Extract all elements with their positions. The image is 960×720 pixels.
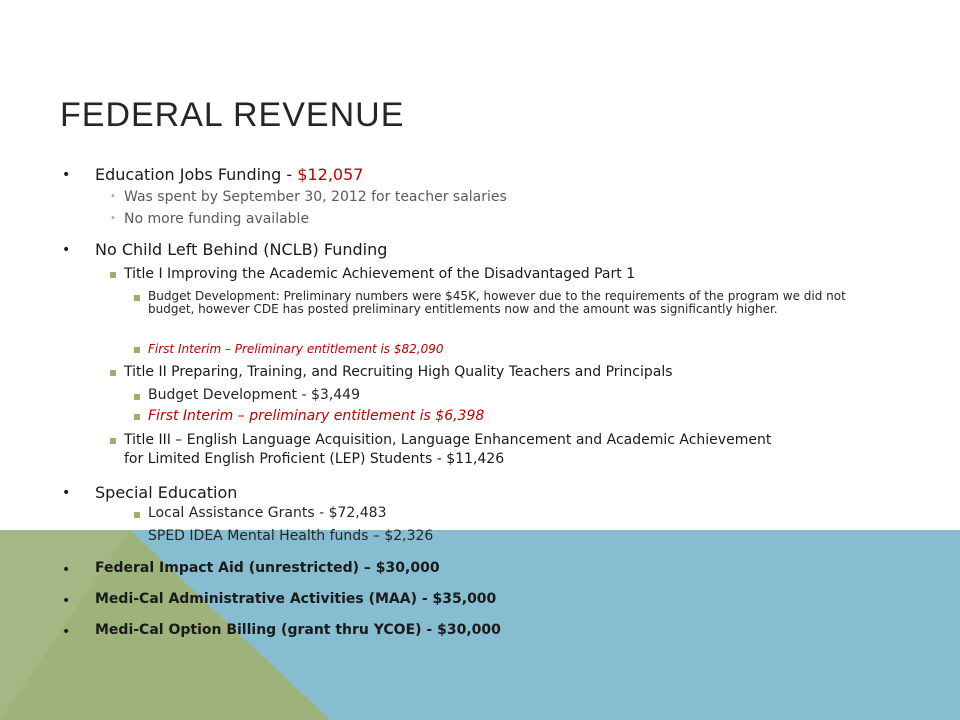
bullet-icon: • — [62, 242, 71, 258]
square-bullet-icon — [134, 394, 140, 400]
title2-label: Title II Preparing, Training, and Recruiting High Quality Teachers and Principals — [124, 364, 673, 380]
bullet-icon: • — [62, 593, 71, 609]
sped-label: Special Education — [95, 483, 238, 502]
title3-line2: for Limited English Proficient (LEP) Students - $11,426 — [124, 451, 505, 467]
title2-interim: First Interim – preliminary entitlement is $6,398 — [148, 408, 485, 424]
square-bullet-icon — [110, 370, 116, 376]
title1-label: Title I Improving the Academic Achievement of the Disadvantaged Part 1 — [124, 266, 636, 282]
title2-budget: Budget Development - $3,449 — [148, 387, 360, 403]
ed-jobs-label: Education Jobs Funding - — [95, 165, 298, 184]
bullet-icon: • — [62, 485, 71, 501]
sped-item-2: SPED IDEA Mental Health funds – $2,326 — [148, 528, 434, 544]
square-bullet-icon — [134, 295, 140, 301]
ed-jobs-sub-2: No more funding available — [124, 211, 310, 227]
square-bullet-icon — [110, 272, 116, 278]
square-bullet-icon — [134, 347, 140, 353]
title1-budget: Budget Development: Preliminary numbers were $45K, however due to the requirements of the program we did not budget, however CDE has posted preliminary entitlements now and the amount was significantly higher. — [148, 289, 846, 316]
title1-interim: First Interim – Preliminary entitlement is $82,090 — [148, 342, 444, 356]
sub-bullet-icon: • — [110, 213, 116, 224]
nclb-label: No Child Left Behind (NCLB) Funding — [95, 240, 388, 259]
bullet-icon: • — [62, 624, 71, 640]
bullet-icon: • — [62, 562, 71, 578]
sped-item-1: Local Assistance Grants - $72,483 — [148, 505, 387, 521]
ed-jobs-amount: $12,057 — [297, 165, 364, 184]
sub-bullet-icon: • — [110, 191, 116, 202]
bullet-icon: • — [62, 167, 71, 183]
title3-line1: Title III – English Language Acquisition, Language Enhancement and Academic Achievement — [124, 432, 772, 448]
ed-jobs-item — [95, 165, 363, 184]
square-bullet-icon — [110, 438, 116, 444]
impact-aid-item: Federal Impact Aid (unrestricted) – $30,000 — [95, 560, 440, 576]
square-bullet-icon — [134, 414, 140, 420]
medical-admin-item: Medi-Cal Administrative Activities (MAA) - $35,000 — [95, 591, 497, 607]
medical-billing-item: Medi-Cal Option Billing (grant thru YCOE) - $30,000 — [95, 622, 501, 638]
slide-title: FEDERAL REVENUE — [60, 96, 405, 134]
square-bullet-icon — [134, 512, 140, 518]
ed-jobs-sub-1: Was spent by September 30, 2012 for teacher salaries — [124, 189, 507, 205]
